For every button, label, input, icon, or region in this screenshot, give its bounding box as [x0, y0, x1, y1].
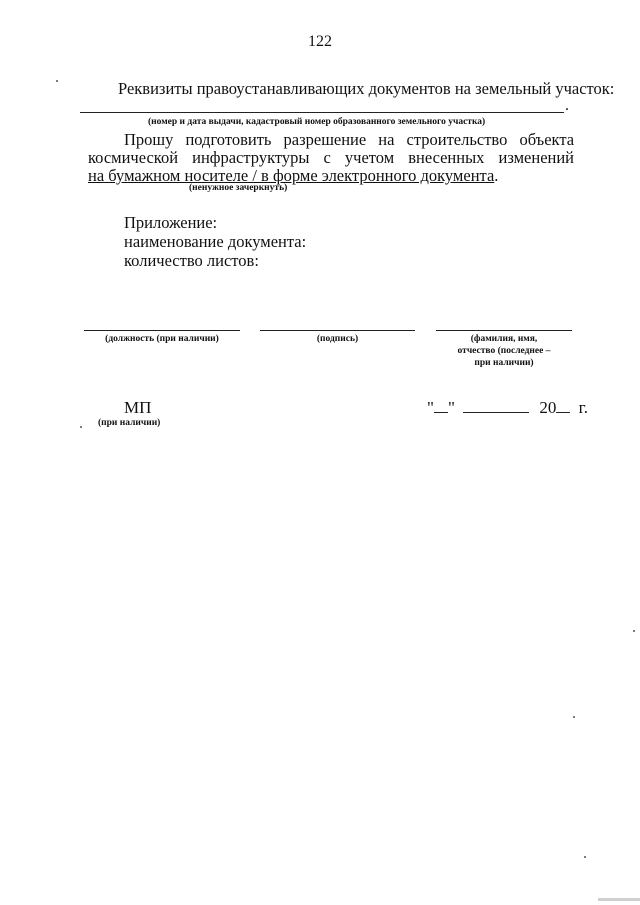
- full-name-line[interactable]: [436, 330, 572, 331]
- scan-speck: [573, 716, 575, 718]
- scan-speck: [633, 630, 635, 632]
- land-documents-blank-line[interactable]: [80, 112, 564, 113]
- land-documents-line-dot: .: [565, 97, 569, 114]
- day-blank[interactable]: [434, 398, 448, 413]
- month-blank[interactable]: [463, 398, 529, 413]
- sheet-count-label: количество листов:: [124, 251, 259, 270]
- page-number: 122: [308, 33, 332, 50]
- scan-edge-mark: [598, 898, 640, 901]
- request-line-1: Прошу подготовить разрешение на строительство объекта: [124, 130, 575, 149]
- document-name-label: наименование документа:: [124, 232, 307, 251]
- strike-out-caption: (ненужное зачеркнуть): [189, 183, 288, 193]
- scan-speck: [584, 856, 586, 858]
- position-caption: (должность (при наличии): [105, 334, 219, 344]
- signature-caption: (подпись): [316, 334, 359, 344]
- delivery-format-options[interactable]: на бумажном носителе / в форме электронного документа: [88, 166, 495, 185]
- stamp-label: МП: [124, 398, 152, 417]
- stamp-caption: (при наличии): [98, 418, 161, 428]
- land-documents-heading: Реквизиты правоустанавливающих документов на земельный участок:: [118, 79, 615, 98]
- signature-line[interactable]: [260, 330, 415, 331]
- land-documents-caption: (номер и дата выдачи, кадастровый номер образованного земельного участка): [148, 117, 486, 127]
- date-field[interactable]: " " 20 г.: [427, 398, 588, 417]
- request-line-2: космической инфраструктуры с учетом внесенных изменений: [88, 148, 575, 167]
- scan-speck: [80, 426, 82, 428]
- appendix-heading: Приложение:: [124, 213, 218, 232]
- request-line-3: на бумажном носителе / в форме электронного документа.: [88, 166, 499, 185]
- scan-speck: [56, 80, 58, 82]
- full-name-caption: (фамилия, имя, отчество (последнее – при наличии): [457, 334, 551, 368]
- year-blank[interactable]: [556, 398, 570, 413]
- position-line[interactable]: [84, 330, 240, 331]
